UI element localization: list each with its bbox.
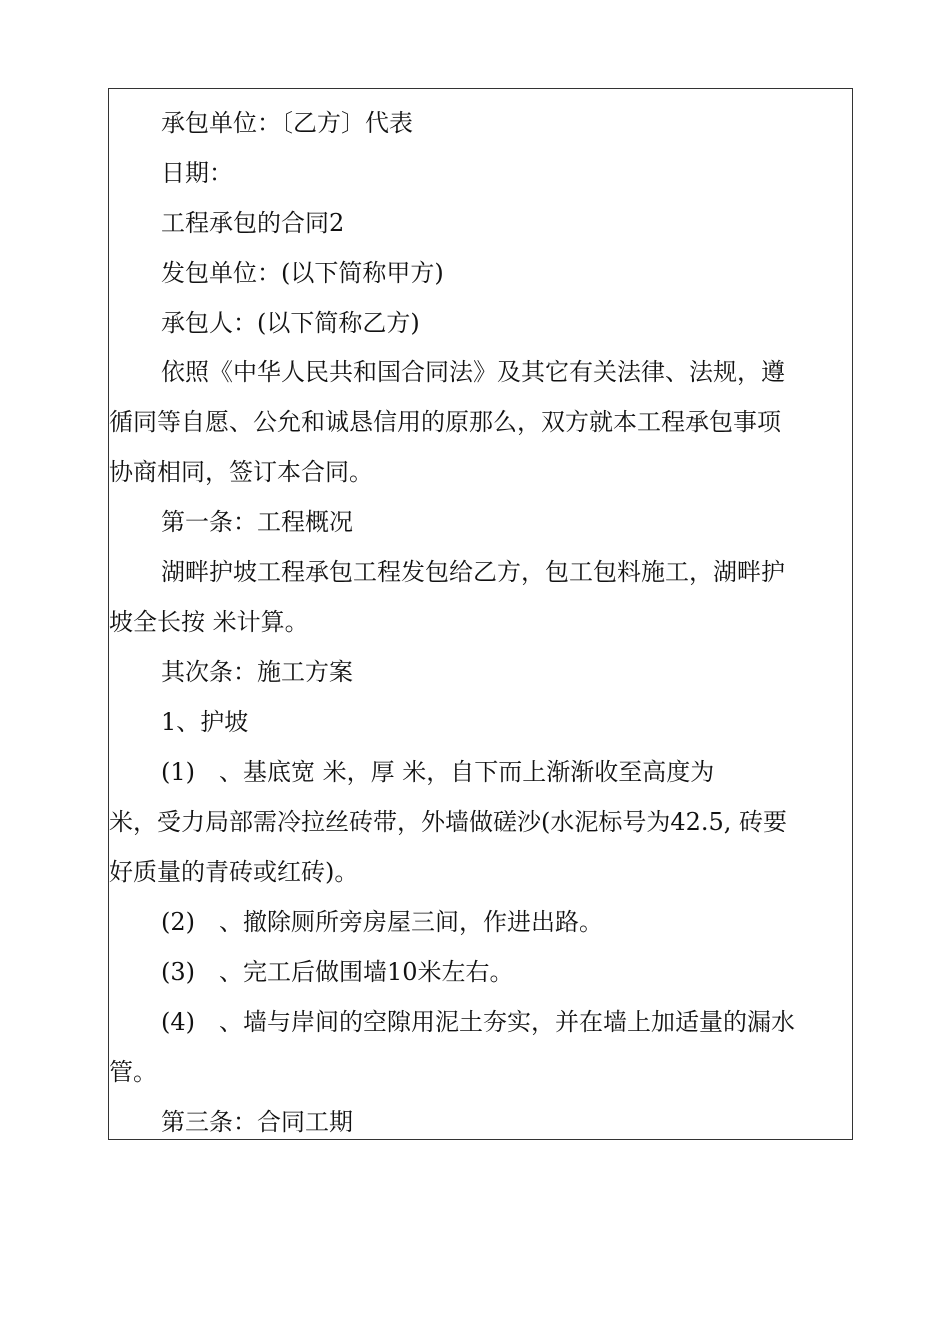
text-line: 发包单位：(以下简称甲方) bbox=[161, 259, 444, 287]
list-item: (2) 、撤除厕所旁房屋三间，作进出路。 bbox=[161, 908, 603, 936]
paragraph-line: 循同等自愿、公允和诚恳信用的原那么，双方就本工程承包事项 bbox=[109, 408, 781, 436]
paragraph-line: 好质量的青砖或红砖)。 bbox=[109, 858, 359, 886]
article-heading: 第一条：工程概况 bbox=[161, 508, 353, 536]
text-line: 承包人：(以下简称乙方) bbox=[161, 309, 420, 337]
document-frame bbox=[108, 88, 853, 1140]
list-item: 1、护坡 bbox=[161, 708, 249, 736]
paragraph-line: 依照《中华人民共和国合同法》及其它有关法律、法规，遵 bbox=[161, 358, 785, 386]
list-item: (1) 、基底宽 米，厚 米，自下而上渐渐收至高度为 bbox=[161, 758, 715, 786]
article-heading: 其次条：施工方案 bbox=[161, 658, 353, 686]
paragraph-line: 坡全长按 米计算。 bbox=[109, 608, 309, 636]
paragraph-line: 米，受力局部需冷拉丝砖带，外墙做磋沙(水泥标号为42.5, 砖要 bbox=[109, 808, 788, 836]
text-line: 日期： bbox=[161, 159, 233, 187]
paragraph-line: 湖畔护坡工程承包工程发包给乙方，包工包料施工，湖畔护 bbox=[161, 558, 785, 586]
list-item: (3) 、完工后做围墙10米左右。 bbox=[161, 958, 514, 986]
article-heading: 第三条：合同工期 bbox=[161, 1108, 353, 1136]
section-title: 工程承包的合同2 bbox=[161, 209, 345, 237]
paragraph-line: 管。 bbox=[109, 1058, 157, 1086]
list-item: (4) 、墙与岸间的空隙用泥土夯实，并在墙上加适量的漏水 bbox=[161, 1008, 795, 1036]
paragraph-line: 协商相同，签订本合同。 bbox=[109, 458, 373, 486]
text-line: 承包单位：〔乙方〕代表 bbox=[161, 109, 413, 137]
